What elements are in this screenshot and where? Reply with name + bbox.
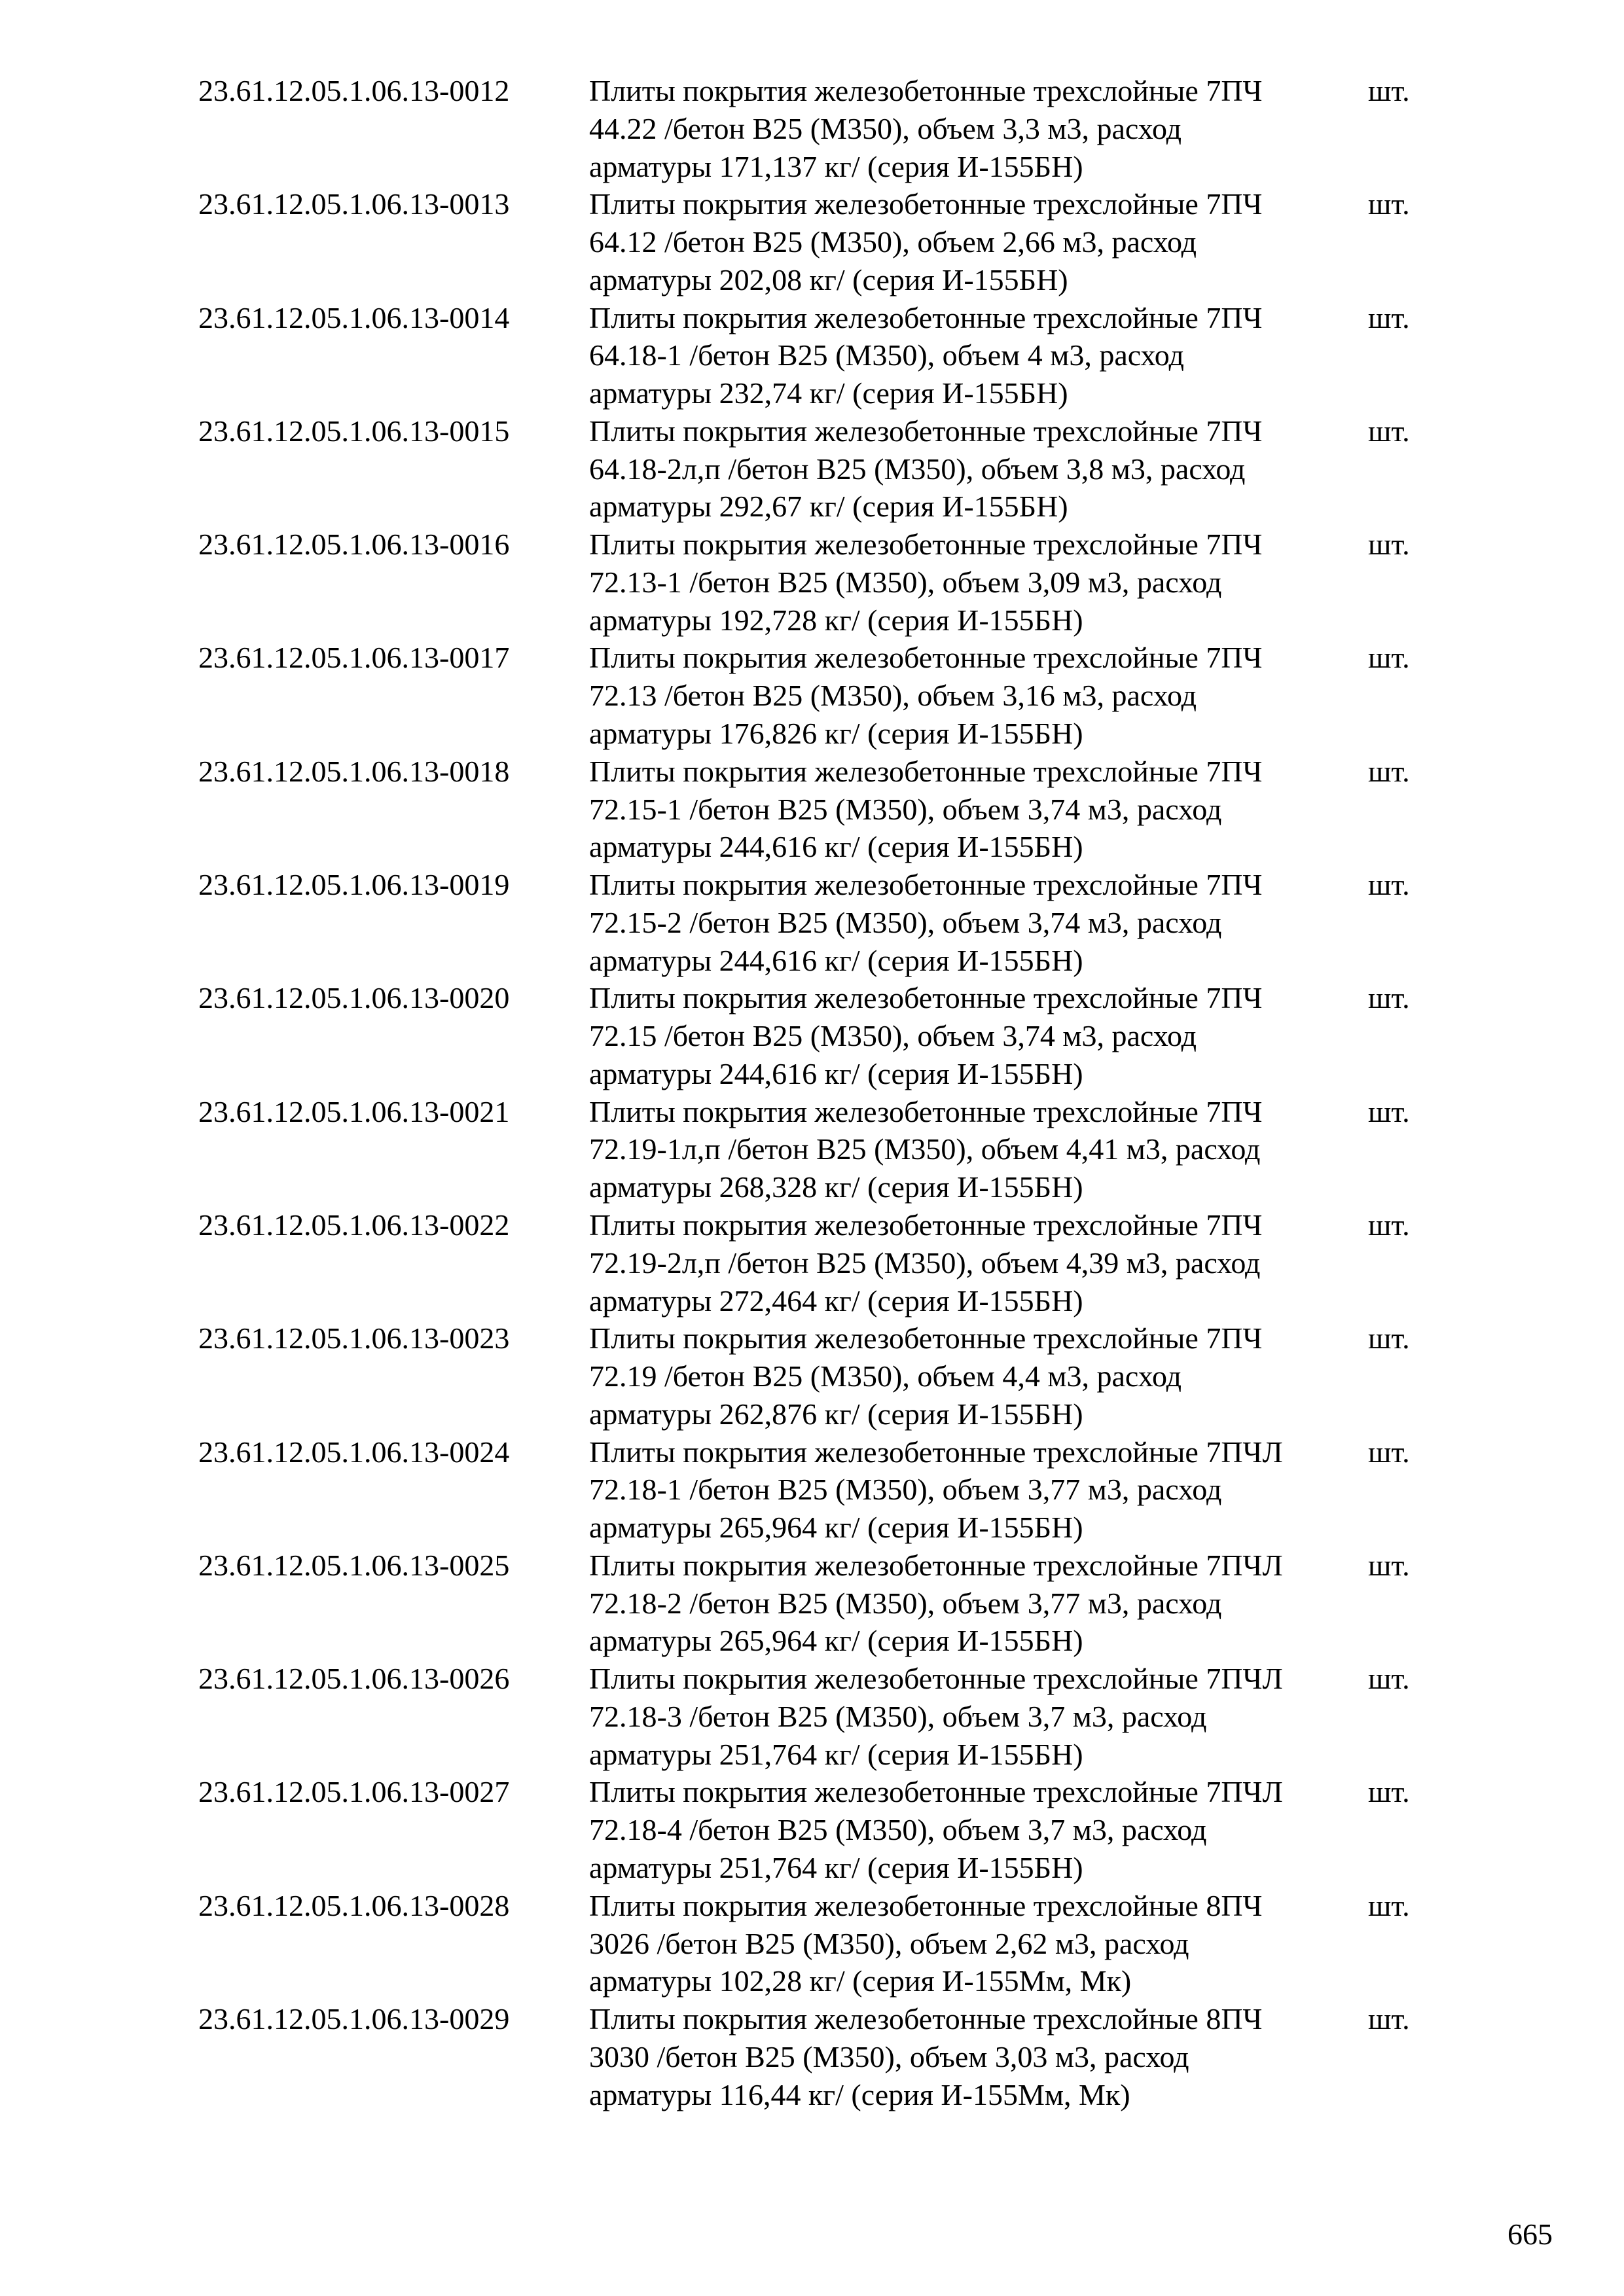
description-line: арматуры 102,28 кг/ (серия И-155Мм, Мк) bbox=[589, 1964, 1132, 1998]
description-line: 72.19 /бетон В25 (М350), объем 4,4 м3, расход bbox=[589, 1359, 1182, 1393]
table-row bbox=[0, 1547, 1624, 1660]
unit-of-measure: шт. bbox=[1368, 868, 1410, 902]
unit-of-measure: шт. bbox=[1368, 1888, 1410, 1922]
resource-description bbox=[589, 1319, 1375, 1433]
description-line: арматуры 244,616 кг/ (серия И-155БН) bbox=[589, 830, 1083, 864]
unit-of-measure: шт. bbox=[1368, 641, 1410, 675]
description-line: 64.12 /бетон В25 (М350), объем 2,66 м3, расход bbox=[589, 225, 1197, 259]
resource-description bbox=[589, 1660, 1375, 1773]
resource-code: 23.61.12.05.1.06.13-0029 bbox=[198, 2002, 510, 2036]
table-row bbox=[0, 1093, 1624, 1206]
resource-code: 23.61.12.05.1.06.13-0026 bbox=[198, 1662, 510, 1696]
unit-of-measure: шт. bbox=[1368, 1775, 1410, 1809]
table-row bbox=[0, 866, 1624, 979]
table-row bbox=[0, 72, 1624, 185]
unit-of-measure: шт. bbox=[1368, 1548, 1410, 1582]
description-line: Плиты покрытия железобетонные трехслойные 7ПЧ bbox=[589, 981, 1263, 1015]
description-line: арматуры 268,328 кг/ (серия И-155БН) bbox=[589, 1170, 1083, 1204]
description-line: 3030 /бетон В25 (М350), объем 3,03 м3, расход bbox=[589, 2039, 1189, 2073]
table-row bbox=[0, 299, 1624, 412]
resource-code: 23.61.12.05.1.06.13-0012 bbox=[198, 74, 510, 107]
description-line: 72.19-1л,п /бетон В25 (М350), объем 4,41 м3, расход bbox=[589, 1132, 1261, 1166]
description-line: 72.15 /бетон В25 (М350), объем 3,74 м3, расход bbox=[589, 1019, 1197, 1053]
description-line: арматуры 202,08 кг/ (серия И-155БН) bbox=[589, 262, 1068, 296]
resource-code: 23.61.12.05.1.06.13-0024 bbox=[198, 1435, 510, 1469]
resource-code: 23.61.12.05.1.06.13-0025 bbox=[198, 1548, 510, 1582]
unit-of-measure: шт. bbox=[1368, 1208, 1410, 1242]
resource-description bbox=[589, 1206, 1375, 1319]
resource-code: 23.61.12.05.1.06.13-0019 bbox=[198, 868, 510, 902]
resource-description bbox=[589, 1887, 1375, 2000]
description-line: Плиты покрытия железобетонные трехслойные 7ПЧ bbox=[589, 1208, 1263, 1242]
description-line: Плиты покрытия железобетонные трехслойные 8ПЧ bbox=[589, 1888, 1263, 1922]
description-line: Плиты покрытия железобетонные трехслойные 7ПЧ bbox=[589, 414, 1263, 448]
table-row bbox=[0, 2000, 1624, 2113]
description-line: 72.13 /бетон В25 (М350), объем 3,16 м3, расход bbox=[589, 679, 1197, 713]
resource-description bbox=[589, 1093, 1375, 1206]
resource-table bbox=[0, 72, 1624, 2113]
table-row bbox=[0, 753, 1624, 866]
table-row bbox=[0, 1773, 1624, 1886]
resource-description bbox=[589, 526, 1375, 639]
resource-description bbox=[589, 412, 1375, 526]
resource-description bbox=[589, 866, 1375, 979]
description-line: Плиты покрытия железобетонные трехслойные 7ПЧЛ bbox=[589, 1775, 1283, 1809]
description-line: Плиты покрытия железобетонные трехслойные 7ПЧЛ bbox=[589, 1435, 1283, 1469]
unit-of-measure: шт. bbox=[1368, 2002, 1410, 2036]
description-line: арматуры 116,44 кг/ (серия И-155Мм, Мк) bbox=[589, 2077, 1130, 2111]
description-line: 72.13-1 /бетон В25 (М350), объем 3,09 м3, расход bbox=[589, 565, 1222, 599]
unit-of-measure: шт. bbox=[1368, 528, 1410, 562]
resource-description bbox=[589, 2000, 1375, 2113]
resource-description bbox=[589, 639, 1375, 752]
description-line: Плиты покрытия железобетонные трехслойные 7ПЧ bbox=[589, 1094, 1263, 1128]
description-line: 72.15-1 /бетон В25 (М350), объем 3,74 м3, расход bbox=[589, 792, 1222, 826]
unit-of-measure: шт. bbox=[1368, 1435, 1410, 1469]
resource-code: 23.61.12.05.1.06.13-0021 bbox=[198, 1094, 510, 1128]
description-line: 64.18-1 /бетон В25 (М350), объем 4 м3, расход bbox=[589, 338, 1184, 372]
description-line: 72.18-3 /бетон В25 (М350), объем 3,7 м3, расход bbox=[589, 1699, 1207, 1733]
description-line: Плиты покрытия железобетонные трехслойные 7ПЧЛ bbox=[589, 1662, 1283, 1696]
description-line: арматуры 265,964 кг/ (серия И-155БН) bbox=[589, 1624, 1083, 1658]
resource-description bbox=[589, 1433, 1375, 1547]
description-line: 72.18-2 /бетон В25 (М350), объем 3,77 м3, расход bbox=[589, 1586, 1222, 1620]
table-row bbox=[0, 1433, 1624, 1547]
page-number: 665 bbox=[1507, 2217, 1553, 2251]
table-row bbox=[0, 1319, 1624, 1433]
resource-description bbox=[589, 299, 1375, 412]
table-row bbox=[0, 1887, 1624, 2000]
description-line: арматуры 262,876 кг/ (серия И-155БН) bbox=[589, 1397, 1083, 1431]
unit-of-measure: шт. bbox=[1368, 1662, 1410, 1696]
description-line: 72.18-1 /бетон В25 (М350), объем 3,77 м3, расход bbox=[589, 1473, 1222, 1507]
description-line: арматуры 176,826 кг/ (серия И-155БН) bbox=[589, 717, 1083, 751]
table-row bbox=[0, 1660, 1624, 1773]
table-row bbox=[0, 412, 1624, 526]
description-line: Плиты покрытия железобетонные трехслойные 7ПЧ bbox=[589, 528, 1263, 562]
description-line: Плиты покрытия железобетонные трехслойные 7ПЧ bbox=[589, 641, 1263, 675]
table-row bbox=[0, 185, 1624, 298]
resource-code: 23.61.12.05.1.06.13-0020 bbox=[198, 981, 510, 1015]
description-line: Плиты покрытия железобетонные трехслойные 7ПЧ bbox=[589, 868, 1263, 902]
resource-code: 23.61.12.05.1.06.13-0028 bbox=[198, 1888, 510, 1922]
unit-of-measure: шт. bbox=[1368, 74, 1410, 107]
description-line: Плиты покрытия железобетонные трехслойные 7ПЧ bbox=[589, 754, 1263, 788]
description-line: 64.18-2л,п /бетон В25 (М350), объем 3,8 м3, расход bbox=[589, 452, 1246, 486]
description-line: арматуры 292,67 кг/ (серия И-155БН) bbox=[589, 490, 1068, 524]
unit-of-measure: шт. bbox=[1368, 187, 1410, 221]
unit-of-measure: шт. bbox=[1368, 414, 1410, 448]
resource-code: 23.61.12.05.1.06.13-0027 bbox=[198, 1775, 510, 1809]
description-line: арматуры 244,616 кг/ (серия И-155БН) bbox=[589, 1056, 1083, 1090]
description-line: арматуры 232,74 кг/ (серия И-155БН) bbox=[589, 376, 1068, 410]
resource-code: 23.61.12.05.1.06.13-0013 bbox=[198, 187, 510, 221]
resource-description bbox=[589, 979, 1375, 1092]
unit-of-measure: шт. bbox=[1368, 300, 1410, 334]
table-row bbox=[0, 1206, 1624, 1319]
description-line: арматуры 265,964 кг/ (серия И-155БН) bbox=[589, 1511, 1083, 1545]
resource-code: 23.61.12.05.1.06.13-0017 bbox=[198, 641, 510, 675]
resource-code: 23.61.12.05.1.06.13-0015 bbox=[198, 414, 510, 448]
description-line: Плиты покрытия железобетонные трехслойные 7ПЧЛ bbox=[589, 1548, 1283, 1582]
resource-description bbox=[589, 1547, 1375, 1660]
resource-code: 23.61.12.05.1.06.13-0016 bbox=[198, 528, 510, 562]
description-line: Плиты покрытия железобетонные трехслойные 8ПЧ bbox=[589, 2002, 1263, 2036]
unit-of-measure: шт. bbox=[1368, 1321, 1410, 1355]
table-row bbox=[0, 526, 1624, 639]
resource-code: 23.61.12.05.1.06.13-0018 bbox=[198, 754, 510, 788]
unit-of-measure: шт. bbox=[1368, 1094, 1410, 1128]
description-line: арматуры 171,137 кг/ (серия И-155БН) bbox=[589, 149, 1083, 183]
description-line: Плиты покрытия железобетонные трехслойные 7ПЧ bbox=[589, 187, 1263, 221]
unit-of-measure: шт. bbox=[1368, 981, 1410, 1015]
resource-description bbox=[589, 72, 1375, 185]
description-line: 72.19-2л,п /бетон В25 (М350), объем 4,39 м3, расход bbox=[589, 1246, 1261, 1280]
description-line: Плиты покрытия железобетонные трехслойные 7ПЧ bbox=[589, 74, 1263, 107]
description-line: арматуры 251,764 кг/ (серия И-155БН) bbox=[589, 1851, 1083, 1885]
description-line: 72.15-2 /бетон В25 (М350), объем 3,74 м3, расход bbox=[589, 905, 1222, 939]
description-line: 44.22 /бетон В25 (М350), объем 3,3 м3, расход bbox=[589, 111, 1182, 145]
description-line: арматуры 244,616 кг/ (серия И-155БН) bbox=[589, 943, 1083, 977]
resource-code: 23.61.12.05.1.06.13-0014 bbox=[198, 300, 510, 334]
description-line: 3026 /бетон В25 (М350), объем 2,62 м3, расход bbox=[589, 1926, 1189, 1960]
resource-code: 23.61.12.05.1.06.13-0023 bbox=[198, 1321, 510, 1355]
resource-description bbox=[589, 1773, 1375, 1886]
table-row bbox=[0, 639, 1624, 752]
unit-of-measure: шт. bbox=[1368, 754, 1410, 788]
resource-description bbox=[589, 185, 1375, 298]
description-line: Плиты покрытия железобетонные трехслойные 7ПЧ bbox=[589, 1321, 1263, 1355]
resource-code: 23.61.12.05.1.06.13-0022 bbox=[198, 1208, 510, 1242]
description-line: арматуры 272,464 кг/ (серия И-155БН) bbox=[589, 1283, 1083, 1318]
description-line: арматуры 192,728 кг/ (серия И-155БН) bbox=[589, 603, 1083, 637]
description-line: Плиты покрытия железобетонные трехслойные 7ПЧ bbox=[589, 300, 1263, 334]
description-line: арматуры 251,764 кг/ (серия И-155БН) bbox=[589, 1737, 1083, 1771]
table-row bbox=[0, 979, 1624, 1092]
resource-description bbox=[589, 753, 1375, 866]
description-line: 72.18-4 /бетон В25 (М350), объем 3,7 м3, расход bbox=[589, 1813, 1207, 1847]
